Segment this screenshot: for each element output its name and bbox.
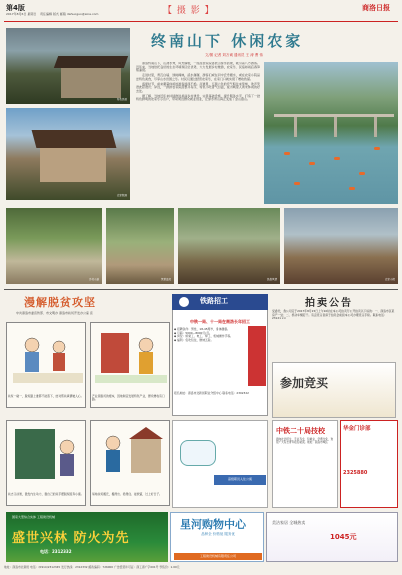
page-footer: 地址：商洛市北新街 电话：(0914)2312345 发行热线：2312332 邮政编码：726000 广告经营许可证：商工商广字001号 零售价：1.00元 — [4, 565, 180, 569]
recruit-subtitle: 中铁一局、十一局在商洛长年招工 — [190, 319, 250, 324]
article-paragraph: 走进村里，青瓦白墙、绿树掩映，溪水潺潺，游客们或在河中泛舟嬉水，或在农家小院品尝特色美食，尽享山水田园之乐。村民们通过经营农家乐，在家门口就实现了增收致富。 — [136, 73, 260, 81]
article-paragraph: 商洛终南山下，山清水秀，风光旖旎，一座座农家院落依山傍水而建，吸引着八方游客。近年来，当地依托良好的生态环境和区位优势，大力发展乡村旅游，农家乐、民宿如雨后春笋般涌现。 — [136, 62, 260, 73]
photo-village — [6, 28, 130, 104]
railway-logo-icon — [178, 296, 190, 308]
article-byline: 文/图 记者 刘万诚 通讯员 王 涛 曹 伟 — [205, 53, 263, 57]
edition-label: 第4版 — [6, 4, 25, 12]
comic-subtitle: 中共商洛市委宣传部、市文明办 商洛市扶贫开发办公室 宣 — [16, 311, 93, 315]
ad-brand-name: 参加竞买 — [280, 376, 329, 390]
banner-forest-phone: 电话：2312332 — [40, 549, 72, 554]
photo-caption: 特色民居 — [116, 98, 127, 101]
section-title: 【 摄 影 】 — [163, 6, 215, 16]
article-paragraph: 盛夏时节，前来避暑休闲的游客络绎不绝。河道里，五颜六色的充气船往来穿梭，欢声笑语此起彼伏；岸边，一排排农家院落整齐有序，特色小吃香气四溢，成为城里人周末休闲的好去处。 — [136, 81, 260, 93]
banner-mall-foot: 工程建设机械有限责任公司 — [174, 553, 262, 560]
banner-forest-title: 盛世兴林 防火为先 — [12, 531, 130, 546]
school-title: 中铁二十局技校 — [276, 427, 325, 435]
photo-courtyard: 农家小院 — [284, 208, 398, 284]
header-divider — [4, 21, 398, 22]
photo-caption: 农家院落 — [116, 194, 127, 197]
comic-panel: 易地扶贫搬迁，搬得出、稳得住、能致富，过上好日子。 — [90, 420, 170, 506]
photo-folk: 民俗风情 — [178, 208, 280, 284]
ad-sign-text: 高级职员入住公寓 — [227, 477, 252, 481]
recruit-body: ◆ 招聘条件：男性，18-45周岁，身体健康。 ◆ 月薪：5000—8000元/月。 ◆ 岗位：桥梁工、电工、焊工、机械操作手等。 ◆ 福利：包吃包住，缴纳五险。 — [174, 327, 233, 342]
banner-mall-title: 星河购物中心 — [180, 518, 246, 531]
paper-name: 商洛日报 — [362, 4, 390, 12]
comic-panel: 产业是脱贫的根本，因地制宜发展特色产业，群众增收有门路。 — [90, 322, 170, 408]
editor-line: 责任编辑 版式 邮箱 dahuoguo@sina.com — [40, 12, 99, 16]
recruit-red-bar — [248, 326, 266, 386]
photo-path: 乡村小道 — [6, 208, 102, 284]
comic-title: 漫解脱贫攻坚 — [24, 296, 96, 309]
speech-bubble-icon — [180, 440, 216, 466]
masthead — [0, 0, 402, 22]
photo-green: 绿意盎然 — [106, 208, 174, 284]
recruit-contact: 报名地址：商洛市北新街职业介绍中心 联系电话：2302322 — [174, 391, 249, 395]
school-body: 面向社会招生，专业齐全，包就业，学费全免，欢迎广大有志青年报名就读。地址：商洛市城区 — [276, 438, 334, 445]
comic-panel: 扶志又扶智，激发内生动力，靠自己的双手摆脱贫困奔小康。 — [6, 420, 86, 506]
photo-house — [6, 108, 130, 200]
section-divider — [4, 289, 398, 290]
article-headline: 终南山下 休闲农家 — [151, 32, 304, 50]
ad-clinic — [340, 420, 398, 508]
photo-river-boats — [264, 62, 398, 204]
auction-title: 拍卖公告 — [305, 298, 353, 309]
banner-home-title: 美洁家居 全城热卖 — [272, 520, 306, 525]
issue-date: 2017年8月6日 星期日 — [6, 12, 37, 16]
banner-mall-sub: 品种全 价格低 服务优 — [201, 532, 235, 536]
recruit-title: 铁路招工 — [200, 297, 228, 305]
banner-home-price: 1045元 — [330, 533, 357, 541]
clinic-title: 华金门诊部 — [343, 426, 371, 432]
article-body — [136, 62, 260, 204]
banner-forest-top: 国家大型综合实体 工程建设机械 — [12, 515, 55, 519]
auction-body: 受委托，我公司定于2017年8月15日上午10时在本公司拍卖厅公开拍卖以下标的：一、商洛市区某房产一处；二、机动车辆若干。有意竞买者请于拍卖会前到本公司办理竞买手续。联系电话：2312××× — [272, 309, 395, 320]
clinic-phone: 2325880 — [343, 470, 368, 476]
comic-panel: 扶贫一碰一，脱贫路上谁都不能落下，结对帮扶真情暖人心。 — [6, 322, 86, 408]
article-paragraph: 据了解，当地近年来持续推进美丽乡村建设，完善基础设施，提升服务水平，打造了一批特色鲜明的农家乐示范户，带动周边群众就业创业，让绿水青山真正变成了金山银山。 — [136, 93, 260, 102]
